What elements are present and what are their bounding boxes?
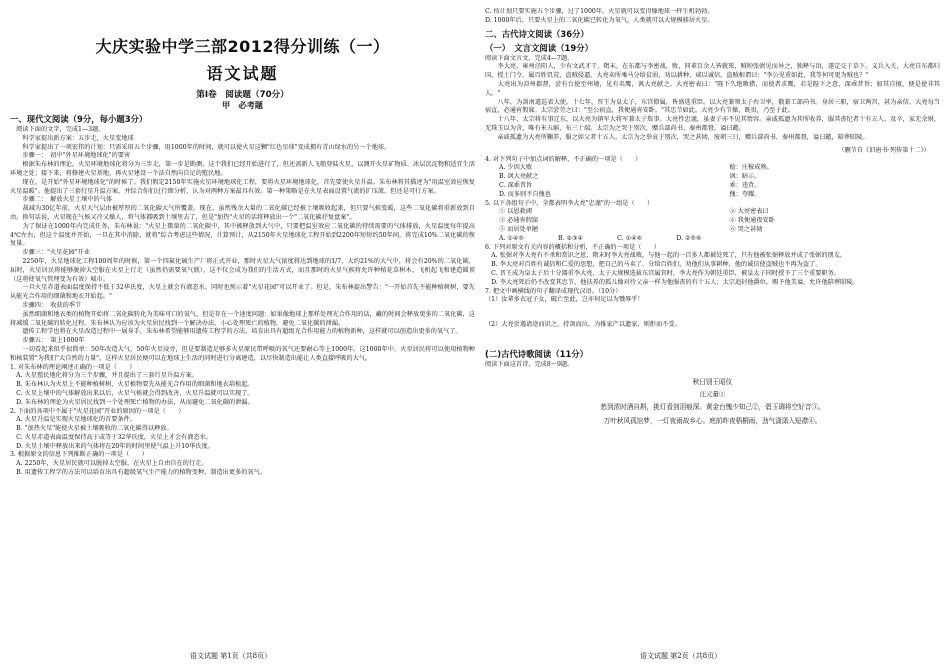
classical-passage: 阅读下面文言文，完成4—7题。 李大亮，雍州泾阳人，少有文武才干。隋末，在东都与李密战，败，同辈百余人皆就死，贼帅张弼见而异之，独释与语，遂定交于草下。义兵入关，大亮自东都归国，授土门令。属百姓饥荒，盗贼侵逼，大亮卖所乘马分给贫弱，劝以耕种，咸以诚信。盗贼相谓曰："李公见重如此，我等何可更为贼也？" 大亮出为凉州都督，尝有台使至州境，见有名鹰，讽大亮献之。大亮密表曰："陛下久绝畋猎，而使者求鹰，若是陛下之意，深乖昔旨；如其自擅，便是使非其人。" 八年，为剑南道巡省大使。十七年，晋王为皇太子，东宫僚属，皆盛选重臣。以大亮兼领太子右卫率，俄兼工部尚书。身居三职，宿卫两宫，甚为亲信。大亮每当宿直，必通宵假寐。太宗尝劳之曰："至公宿直，我便通宵安卧。"其忠节如此。大亮少有节操，既贵，乃至于此。 十八年，太宗将有事辽东，以大亮为镇军大将军兼太子詹事。大亮性忠谨，虽妻子亦不见其惰容。亲戚孤遗为其所收养，服其丧纪者十有五人。及卒，家无余财，无珠玉以为含，唯有米五斛、布三十端。太宗为之哭于别次，赠兵部尚书、秦州都督，谥曰懿。 亲戚孤遗为大亮所鞠养，服之如父者十五人。太宗为之举哀于别次，哭之甚恸，废朝三日，赠兵部尚书、秦州都督，谥曰懿，陪葬昭陵。 xyxy=(485,54,940,141)
part1-subheading: 甲 必考题 xyxy=(222,100,263,110)
section2b-instruction: 阅读下面这首诗，完成8～9题。 xyxy=(485,360,574,368)
item-text: ⑤ 而居处单陋 xyxy=(499,225,539,233)
section1-heading: 一、现代文阅读（9分，每小题3分） xyxy=(10,114,148,124)
item-text: ② 大亮密表曰 xyxy=(729,208,769,216)
question-line: A. 2250年，火星居民就可以脱掉太空服，在火星上自由自在的行走。 xyxy=(10,460,208,468)
poem-title: 秋日别王昭仪 xyxy=(692,377,733,386)
question-line: A. 火星升温是实现火星地球化的首要条件。 xyxy=(10,416,136,424)
question-line: 2. 下面的各项中不属于"火星花园"开业的原因的一项是（ ） xyxy=(10,407,185,415)
question-6: 6. 下列对原文有关内容的概括和分析，不正确的一项是（ ） A. 张弼对李大亮有不杀和赏识之恩，隋末时李大亮战败，与他一起的一百多人都被处死了，只有他被张弼释放并成了张弼的朋友。 B. 李大亮对百姓有诚信和仁爱的思想，把自己的马卖了，分给百姓们，劝他们从事耕种，他的诚信使盗贼也不再为盗了。 C. 晋王成为皇太子后十分器重李大亮，太子大规模选拔东宫属官时，李大亮作为朝廷重臣，被皇太子同时授予了三个重要职务。 D. 李大亮死后仍不改变其忠节，他扶养的孤儿像对待父亲一样为他服丧的有十五人；太宗追封他爵位，赐予他美谥，允许他陪葬昭陵。 xyxy=(485,243,859,286)
option-gloss: 傀：夸耀。 xyxy=(729,190,761,198)
option-text: D. 而多则不自傀也 xyxy=(499,190,551,198)
answer-space xyxy=(485,330,940,346)
question-line: D. 朱布林的理论为火星居民找到一个处理死亡植物的办法，从而避免二氧化碳的泄漏。 xyxy=(10,398,254,406)
poem-line: 万叶秋风孤馆梦，一灯夜雨故乡心。庭前昨夜梧桐雨，劲气潇潇入短襟④。 xyxy=(603,416,822,425)
option-text: B. ②③④ xyxy=(558,234,584,242)
item-text: ⑥ 哭之甚恸 xyxy=(729,225,763,233)
page-footer-1: 语文试题 第1页（共8页） xyxy=(190,652,272,660)
option-gloss: 乖：违背。 xyxy=(729,181,761,189)
question-line: B. 朱布林认为火星上不能种植树树，火星植物要先从能光合作用的细菌和地衣培植起。 xyxy=(10,381,254,389)
question-line: C. 火星上壤中的气体解放出来以后，火星气候就会得到改善，火星升温就可以实现了。 xyxy=(10,389,254,397)
question-5: 5. 以下各组句子中，全都表明李大亮"忠谨"的一组是（ ） xyxy=(485,199,654,207)
option-text: D. ②⑤⑥ xyxy=(676,234,702,242)
section2a-heading: （一） 文言文阅读（19分） xyxy=(485,42,593,53)
item-text: ④ 我便通夜安卧 xyxy=(729,217,775,225)
question-5-options xyxy=(485,235,940,244)
question-5-items xyxy=(485,208,940,234)
question-line: C. 火星赤道表面温度保持高于或等于32华氏度，火星上才会有液态水。 xyxy=(10,433,212,441)
option-gloss: 讽：暗示。 xyxy=(729,173,761,181)
part1-heading: 第Ⅰ卷 阅读题（70分） xyxy=(196,90,289,100)
section2b-heading: (二)古代诗歌阅读（11分） xyxy=(485,348,589,359)
option-gloss: 稔：庄稼成熟。 xyxy=(729,164,773,172)
section2-heading: 二、古代诗文阅读（36分） xyxy=(485,28,589,39)
option-text: C. 深乖昔旨 xyxy=(499,181,533,189)
question-line: 3. 根据原文的信息下列推断正确的一项是（ ） xyxy=(10,451,148,459)
question-line: B. "加热火星"能使火星被土壤吸收的二氧化碳得以释放。 xyxy=(10,425,173,433)
exam-title: 大庆实验中学三部2012得分训练（一） xyxy=(95,37,390,56)
question-4-options xyxy=(485,164,940,199)
option-text: C. ①④⑥ xyxy=(617,234,643,242)
question-7-2: （2）大亮尝遇请途而识之，持剑而泣，为推家产以遗家，则拒而不受。 xyxy=(485,321,681,329)
questions-1-3 xyxy=(10,364,475,478)
question-line: A. 火星殖民地化将分为三个步骤，并且提出了三套行星升温方案。 xyxy=(10,372,198,380)
question-line: B. 用遗传工程学的方法可以培育出具有超级氧气生产能力的植物变种，制造出更多的氧气。 xyxy=(10,469,266,477)
question-line: 1. 对朱布林的理论阐述正确的一项是（ ） xyxy=(10,363,136,371)
passage-source: （删节自《旧唐书·列传第十二》） xyxy=(838,146,930,154)
option-text: A. ①④⑤ xyxy=(499,234,525,242)
item-text: ③ 必通宵假寐 xyxy=(499,217,539,225)
poem-author: 汪元量① xyxy=(699,389,726,398)
question-7-1: （1）汝辈多衣冠子女，破亡至此，岂亦何足以为戮辱乎！ xyxy=(485,296,644,304)
left-column xyxy=(10,8,475,671)
section1-passage: 阅读下面的文字，完成1—3题。 科学家提出新方案：五步走，火星变地球 科学家提出了一项宏伟的计划：只需采用五个步骤，用1000年的时间，就可以使火星这颗"红色星球"变成拥有青山绿水的另一个地球。 步骤一： 初中"外星环境地球化"的要害 根据朱布林的理论，火星环境地球化将分为三步走，第一步是勘测，这个我们已经开始进行了，但还需新人飞船登陆火星，以测开火星矿物质、冰层沉淀物和适宜生活环境之处；接下来，将修建火星基地，再火星建设一个法自然向自足的殖民地。 现在，是开始"外星环境地球化"的时候了。我们假定2150年实施火星环境地球化工程，要将火星环境地球化，首先要使火星升温。朱布林将其描述为"用温室效应恢复火星温暖"。他提出了三套行星升温方案，并综合你们过行细分析，认为对两种方案最具有效。第一种策略是在火星表面设置气流的扩压流。但还是可行方案。 步骤二： 解放火星土壤中的气体 裁减为30亿年前，火星大气层由被厚厚的二氧化碳大气所覆盖。现在，虽然残余大量的二氧化碳已经被土壤吸收起来，但只要气候变暖，这些二氧化碳将重新放到自由。换句话说，火星现在气候又冷又燥人，将气体都吸到土壤里去了，但是"加热"火星的话将释放出一个"二氧化碳抒复盘案"。 为了保证在1000年内完成任务，朱布林说："火星上微量的二氧化碳中，其中被释放到大气中，只要把温室效应二氧化碳的持续需要的气体排放，火星温度每年提高4℃左右，但这个温度并开始，一旦在其中消除，就将"综合考虑这些情况，计算预计，从2150年火星地球化工程开始到2200年短短约50年间，将完成10%二氧化碳的恢复量。 步骤三："火星花园"开业 2250年，火星地球化工程100周年的时候，第一个四氟化硫生产厂将正式开业，那时火星大气浓度将达到地球的1/7，大约21%的大气中，将会有20%的二氧化碳，届时，火星居民将能够脱掉大空服在火星上行走（虽然仍需要氧气瓶），这不仅会成为我们的生活方式，而且那时的火星气候将允许种植花草树木、飞机起飞和建造圆顶（这将使氧气管理变为有效）城市。 一旦火星赤道表面温度保持不低于32华氏度，火星上就会有液态水。同时也预示着"火星花园"可以开业了。但是，朱布林提出警告："一开始首先不能种植树树，要先从能光合作用的细菌和地衣开始起。" 步骤四： 收获的季节 虽然细菌和地衣类的植物开始将二氧化碳转化为美味可口的氧气，但是存在一个速度问题：如果像地球上那样处理光合作用的话，藏的时间会释放更多的二氧化碳，这将减缓二氧化碳的转化过程。朱布林认为应该为火星居民找到一个解决办法，小心处理死亡的植物，避免二氧化碳的泄漏。 遗传工程学也将在火星改造过程中一展身手，朱布林希望能够用遗传工程学的方法，培育出具有超级光合作用能力的植物新种，这样就可以创造出更多的氧气了。 步骤五： 第上1000年 一切看起来似乎很简单：50年改造大气，50年火星浸旁，但是要制造足够多火星原民带呼吸的氧气还要耐心等上1000年。这1000年中，火星居民将可以使用植物种和核装置"为我们"大自然的力量"。这样火星居民便可以在地球上生活的同时进行分离建造，以尽快制造出能让人类直接呼吸的大气。 xyxy=(10,126,475,362)
option-text: A. 少因大败 xyxy=(499,164,533,172)
option-text: B. 讽大亮献之 xyxy=(499,173,539,181)
question-line: D. 火星土壤中释放出来的气体将在20年的时间里使气温上升10华氏度。 xyxy=(10,442,214,450)
question-4: 4. 对下列句子中加点词的解释，不正确的一项是（ ） xyxy=(485,155,642,163)
exam-subtitle: 语文试题 xyxy=(206,64,279,83)
poem-line: 愁到浓时酒自斟，挑灯看剑泪痕深。黄金台愧少知己②，碧玉调将空好音③。 xyxy=(600,402,825,411)
question-line: D. 1000年后，只要火星上的二氧化碳已转化为氧气，人类就可以大规模移居火星。 xyxy=(485,16,714,24)
right-column xyxy=(485,8,940,671)
question-7: 7. 把文中画横线的句子翻译成现代汉语。（10分） xyxy=(485,287,622,295)
answer-space xyxy=(485,305,940,321)
question-line: C. 按计划只要实施五个步骤，过了1000年，火星就可以变得像地球一样生机勃勃。 xyxy=(485,8,714,15)
page-footer-2: 语文试题 第2页（共8页） xyxy=(640,652,722,660)
item-text: ① 以恩救阈 xyxy=(499,208,532,216)
